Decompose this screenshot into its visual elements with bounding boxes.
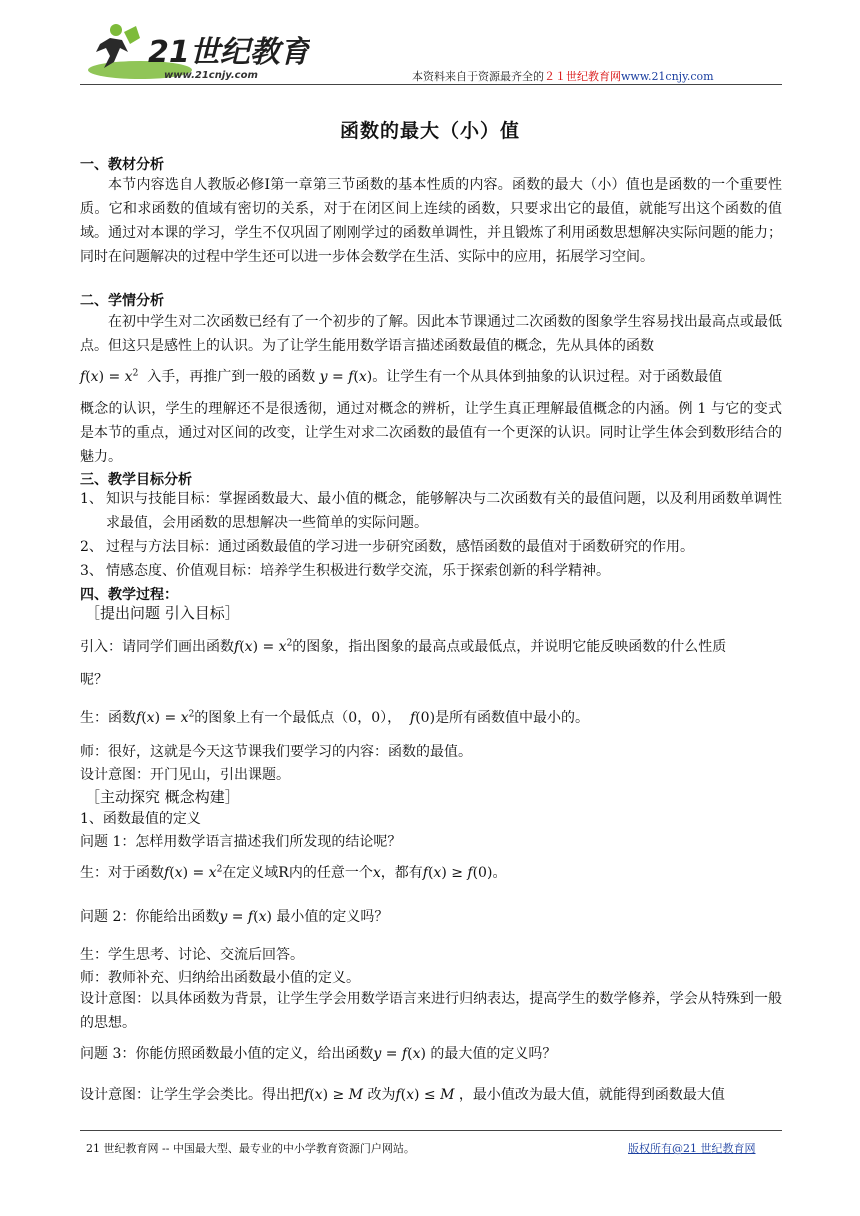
- intro-line-2: 呢？: [80, 672, 108, 688]
- header-note-link[interactable]: www.21cnjy.com: [621, 70, 714, 83]
- footer-copyright-link[interactable]: 版权所有@21 世纪教育网: [628, 1142, 756, 1155]
- student-answer-2-b: 在定义域R内的任意一个: [222, 865, 373, 881]
- goal-item-1: [80, 487, 782, 535]
- stage-heading-2: ［主动探究 概念构建］: [85, 788, 240, 806]
- goal-item-3: [80, 559, 782, 583]
- footer-divider: [80, 1130, 782, 1131]
- student-answer-2: 生：对于函数$f(x) = x^2$在定义域R内的任意一个x，都有f(x) ≥ f(0)。: [80, 864, 507, 881]
- section-2-heading: 二、学情分析: [80, 293, 164, 309]
- design-intent-2: 设计意图：以具体函数为背景，让学生学会用数学语言来进行归纳表达，提高学生的数学修养，学会从特殊到一般的思想。: [80, 991, 782, 1031]
- page-title: 函数的最大（小）值: [339, 120, 520, 142]
- student-answer-1-a: 生：函数: [80, 710, 136, 726]
- question-3-b: 的最大值的定义吗？: [430, 1046, 557, 1062]
- goal-item-text: 情感态度、价值观目标：培养学生积极进行数学交流，乐于探索创新的科学精神。: [106, 563, 610, 579]
- question-3: 问题 3：你能仿照函数最小值的定义，给出函数y = f(x) 的最大值的定义吗？: [80, 1046, 557, 1062]
- design-intent-3-a: 设计意图：让学生学会类比。得出把: [80, 1087, 304, 1103]
- section-3-heading: 三、教学目标分析: [80, 472, 192, 488]
- section-2-text-b: 入手，再推广到一般的函数: [147, 369, 316, 385]
- stage-heading-1: ［提出问题 引入目标］: [85, 604, 240, 622]
- logo-url: www.21cnjy.com: [164, 70, 258, 81]
- intro-line: 引入：请同学们画出函数$f(x) = x^2$的图象，指出图象的最高点或最低点，并说明它能反映函数的什么性质: [80, 638, 727, 655]
- design-intent-3-b: 改为: [367, 1087, 396, 1103]
- goal-item-number: 2、: [80, 539, 103, 555]
- section-4-heading: 四、教学过程：: [80, 587, 178, 603]
- design-intent-3-c: ，最小值改为最大值，就能得到函数最大值: [458, 1087, 725, 1103]
- student-answer-2-d: 。: [492, 865, 507, 881]
- section-2-paragraph-a: 在初中学生对二次函数已经有了一个初步的了解。因此本节课通过二次函数的图象学生容易找出最高点或最低点。但这只是感性上的认识。为了让学生能用数学语言描述函数最值的概念，先从具体的函数: [80, 314, 782, 354]
- question-2-a: 问题 2：你能给出函数: [80, 909, 220, 925]
- section-1-paragraph: 本节内容选自人教版必修Ⅰ第一章第三节函数的基本性质的内容。函数的最大（小）值也是函数的一个重要性质。它和求函数的值域有密切的关系，对于在闭区间上连续的函数，只要求出它的最值，就能写出这个函数的值域。通过对本课的学习，学生不仅巩固了刚刚学过的函数单调性，并且锻炼了利用函数思想解决实际问题的能力；同时在问题解决的过程中学生还可以进一步体会数学在生活、实际中的应用，拓展学习空间。: [80, 177, 782, 265]
- design-intent-1: 设计意图：开门见山，引出课题。: [80, 767, 290, 783]
- student-answer-1-c: 是所有函数值中最小的。: [435, 710, 590, 726]
- question-1: 问题 1：怎样用数学语言描述我们所发现的结论呢？: [80, 834, 402, 850]
- teacher-remark-2: 师：教师补充、归纳给出函数最小值的定义。: [80, 970, 360, 986]
- site-logo: [80, 18, 310, 84]
- teacher-remark-1: 师：很好，这就是今天这节课我们要学习的内容：函数的最值。: [80, 744, 472, 760]
- student-answer-1: 生：函数$f(x) = x^2$的图象上有一个最低点（0，0）， f(0)是所有函数值中最小的。: [80, 709, 590, 726]
- section-2-text-c: 。让学生有一个从具体到抽象的认识过程。对于函数最值: [372, 369, 723, 385]
- question-2: 问题 2：你能给出函数y = f(x) 最小值的定义吗？: [80, 909, 389, 925]
- intro-text-a: 引入：请同学们画出函数: [80, 639, 234, 655]
- header-divider: [80, 84, 782, 85]
- design-intent-3: 设计意图：让学生学会类比。得出把f(x) ≥ M 改为f(x) ≤ M ，最小值改为最大值，就能得到函数最大值: [80, 1087, 725, 1103]
- section-2-paragraph-d: 概念的认识，学生的理解还不是很透彻，通过对概念的辨析，让学生真正理解最值概念的内涵。例 1 与它的变式是本节的重点，通过对区间的改变，让学生对求二次函数的最值有一个更深的认识。同时让学生体会到数形结合的魅力。: [80, 401, 782, 465]
- student-answer-3: 生：学生思考、讨论、交流后回答。: [80, 947, 304, 963]
- goal-item-number: 3、: [80, 563, 103, 579]
- header-note: [412, 68, 714, 84]
- student-answer-2-c: ，都有: [380, 865, 423, 881]
- logo-text: 21世纪教育: [148, 35, 310, 70]
- footer-text: 21 世纪教育网 -- 中国最大型、最专业的中小学教育资源门户网站。: [86, 1142, 415, 1155]
- runner-logo-icon: [80, 18, 310, 84]
- intro-text-b: 的图象，指出图象的最高点或最低点，并说明它能反映函数的什么性质: [292, 639, 727, 655]
- goal-item-number: 1、: [80, 491, 103, 507]
- goal-item-text: 知识与技能目标：掌握函数最大、最小值的概念，能够解决与二次函数有关的最值问题，以及利用函数单调性求最值，会用函数的思想解决一些简单的实际问题。: [106, 491, 782, 531]
- goal-item-text: 过程与方法目标：通过函数最值的学习进一步研究函数，感悟函数的最值对于函数研究的作用。: [106, 539, 694, 555]
- student-answer-1-b: 的图象上有一个最低点（0，0），: [194, 710, 402, 726]
- subsection-1: 1、函数最值的定义: [80, 811, 201, 827]
- question-3-a: 问题 3：你能仿照函数最小值的定义，给出函数: [80, 1046, 374, 1062]
- section-2-formula-line: $f(x) = x^2$ 入手，再推广到一般的函数 y = f(x)。让学生有一个从具体到抽象的认识过程。对于函数最值: [80, 368, 723, 385]
- question-2-b: 最小值的定义吗？: [276, 909, 389, 925]
- header-note-prefix: 本资料来自于资源最齐全的: [412, 70, 544, 83]
- student-answer-2-a: 生：对于函数: [80, 865, 164, 881]
- header-note-site: ２１世纪教育网: [544, 70, 621, 83]
- section-1-heading: 一、教材分析: [80, 157, 164, 173]
- goal-item-2: [80, 535, 782, 559]
